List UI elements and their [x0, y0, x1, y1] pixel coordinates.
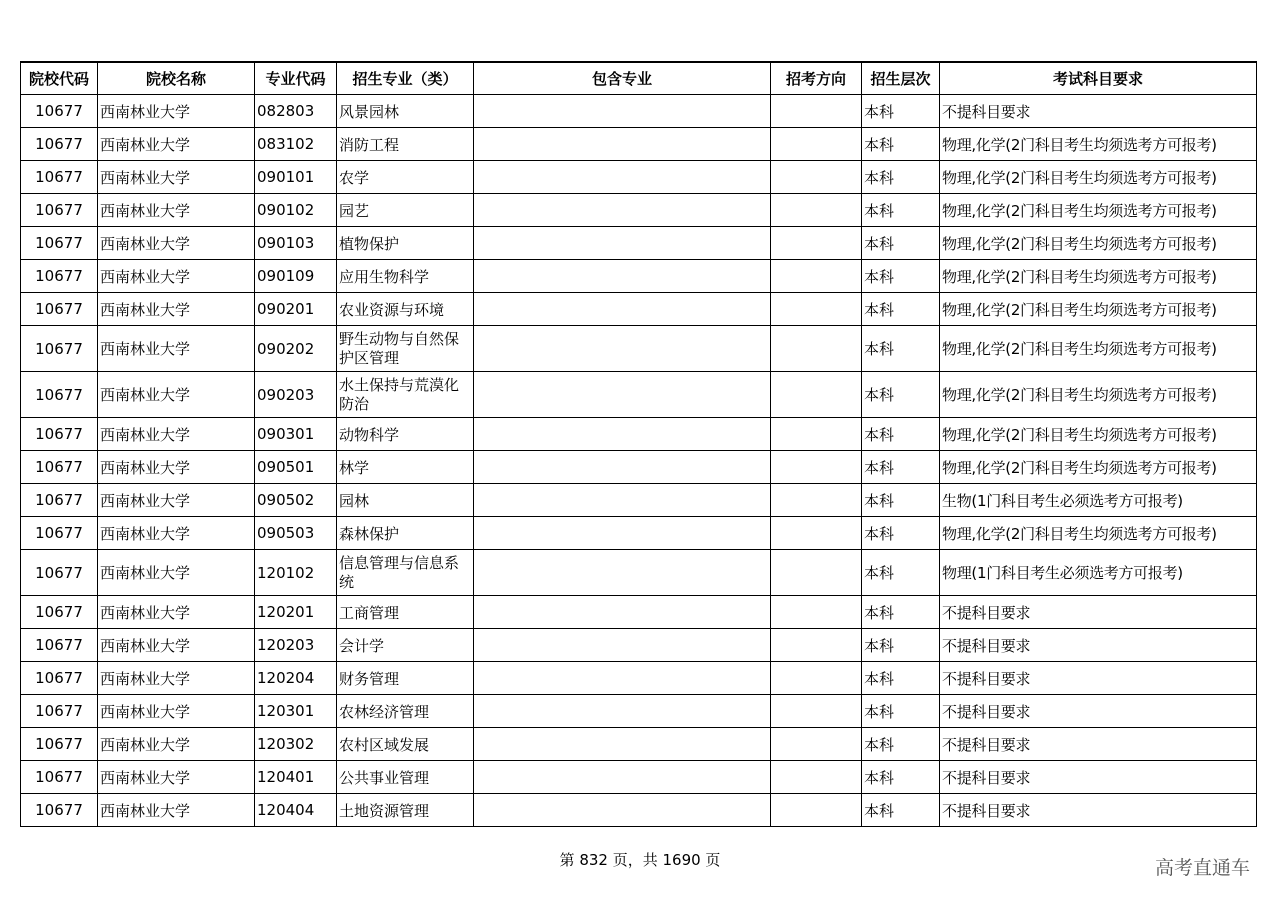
cell-level: 本科 [862, 662, 940, 695]
table-row [21, 260, 1257, 293]
table-row [21, 326, 1257, 372]
cell-major-code: 090109 [255, 260, 337, 293]
cell-direction [771, 293, 862, 326]
cell-school-name: 西南林业大学 [98, 517, 255, 550]
cell-school-code: 10677 [21, 484, 98, 517]
cell-included-majors [474, 517, 771, 550]
cell-school-name: 西南林业大学 [98, 695, 255, 728]
cell-level: 本科 [862, 95, 940, 128]
cell-direction [771, 260, 862, 293]
cell-included-majors [474, 227, 771, 260]
cell-level: 本科 [862, 484, 940, 517]
cell-included-majors [474, 451, 771, 484]
cell-major-code: 120401 [255, 761, 337, 794]
cell-school-code: 10677 [21, 161, 98, 194]
cell-included-majors [474, 550, 771, 596]
cell-subject-requirements: 不提科目要求 [940, 629, 1257, 662]
table-row [21, 293, 1257, 326]
cell-direction [771, 161, 862, 194]
cell-school-code: 10677 [21, 194, 98, 227]
cell-school-code: 10677 [21, 418, 98, 451]
header-major: 招生专业（类） [337, 62, 474, 95]
cell-included-majors [474, 662, 771, 695]
table-row [21, 596, 1257, 629]
cell-school-name: 西南林业大学 [98, 794, 255, 827]
table-row [21, 629, 1257, 662]
table-row [21, 194, 1257, 227]
cell-school-name: 西南林业大学 [98, 194, 255, 227]
cell-included-majors [474, 128, 771, 161]
header-direction: 招考方向 [771, 62, 862, 95]
cell-level: 本科 [862, 596, 940, 629]
watermark: 高考直通车 [1154, 857, 1250, 879]
cell-level: 本科 [862, 372, 940, 418]
cell-school-code: 10677 [21, 662, 98, 695]
cell-direction [771, 662, 862, 695]
cell-major-code: 090502 [255, 484, 337, 517]
cell-subject-requirements: 物理,化学(2门科目考生均须选考方可报考) [940, 372, 1257, 418]
table-row [21, 128, 1257, 161]
cell-level: 本科 [862, 695, 940, 728]
cell-school-name: 西南林业大学 [98, 372, 255, 418]
cell-included-majors [474, 596, 771, 629]
cell-school-code: 10677 [21, 517, 98, 550]
cell-major-code: 120301 [255, 695, 337, 728]
cell-major: 水土保持与荒漠化防治 [337, 372, 474, 418]
cell-school-code: 10677 [21, 794, 98, 827]
cell-direction [771, 596, 862, 629]
cell-subject-requirements: 物理,化学(2门科目考生均须选考方可报考) [940, 227, 1257, 260]
cell-school-name: 西南林业大学 [98, 293, 255, 326]
cell-major-code: 090101 [255, 161, 337, 194]
header-included-majors: 包含专业 [474, 62, 771, 95]
cell-level: 本科 [862, 761, 940, 794]
table-row [21, 418, 1257, 451]
cell-level: 本科 [862, 451, 940, 484]
cell-direction [771, 372, 862, 418]
cell-included-majors [474, 728, 771, 761]
cell-level: 本科 [862, 728, 940, 761]
table-row [21, 695, 1257, 728]
cell-school-name: 西南林业大学 [98, 128, 255, 161]
cell-major: 动物科学 [337, 418, 474, 451]
cell-major-code: 120302 [255, 728, 337, 761]
cell-included-majors [474, 794, 771, 827]
cell-major: 公共事业管理 [337, 761, 474, 794]
header-row [21, 62, 1257, 95]
table-row [21, 95, 1257, 128]
cell-included-majors [474, 95, 771, 128]
cell-subject-requirements: 不提科目要求 [940, 662, 1257, 695]
cell-school-name: 西南林业大学 [98, 161, 255, 194]
table-row [21, 227, 1257, 260]
cell-level: 本科 [862, 550, 940, 596]
cell-level: 本科 [862, 293, 940, 326]
cell-included-majors [474, 372, 771, 418]
cell-school-name: 西南林业大学 [98, 326, 255, 372]
header-level: 招生层次 [862, 62, 940, 95]
cell-major-code: 090503 [255, 517, 337, 550]
cell-level: 本科 [862, 418, 940, 451]
cell-major: 工商管理 [337, 596, 474, 629]
cell-school-name: 西南林业大学 [98, 550, 255, 596]
cell-direction [771, 517, 862, 550]
cell-school-code: 10677 [21, 128, 98, 161]
cell-major: 农村区域发展 [337, 728, 474, 761]
cell-level: 本科 [862, 227, 940, 260]
table-row [21, 517, 1257, 550]
cell-subject-requirements: 物理(1门科目考生必须选考方可报考) [940, 550, 1257, 596]
cell-school-code: 10677 [21, 728, 98, 761]
cell-direction [771, 418, 862, 451]
cell-included-majors [474, 194, 771, 227]
cell-school-code: 10677 [21, 550, 98, 596]
table-row [21, 662, 1257, 695]
cell-major: 野生动物与自然保护区管理 [337, 326, 474, 372]
cell-major-code: 090202 [255, 326, 337, 372]
cell-subject-requirements: 不提科目要求 [940, 695, 1257, 728]
cell-included-majors [474, 695, 771, 728]
cell-school-code: 10677 [21, 372, 98, 418]
cell-subject-requirements: 物理,化学(2门科目考生均须选考方可报考) [940, 194, 1257, 227]
cell-school-code: 10677 [21, 260, 98, 293]
cell-subject-requirements: 不提科目要求 [940, 596, 1257, 629]
cell-school-code: 10677 [21, 695, 98, 728]
cell-major: 财务管理 [337, 662, 474, 695]
cell-major: 园艺 [337, 194, 474, 227]
cell-major: 园林 [337, 484, 474, 517]
cell-school-code: 10677 [21, 451, 98, 484]
cell-school-name: 西南林业大学 [98, 761, 255, 794]
cell-subject-requirements: 物理,化学(2门科目考生均须选考方可报考) [940, 326, 1257, 372]
cell-subject-requirements: 物理,化学(2门科目考生均须选考方可报考) [940, 293, 1257, 326]
cell-direction [771, 484, 862, 517]
cell-direction [771, 95, 862, 128]
cell-major-code: 120203 [255, 629, 337, 662]
cell-major-code: 082803 [255, 95, 337, 128]
header-school-code: 院校代码 [21, 62, 98, 95]
cell-major-code: 090201 [255, 293, 337, 326]
cell-major: 信息管理与信息系统 [337, 550, 474, 596]
cell-school-code: 10677 [21, 596, 98, 629]
page-number: 第 832 页，共 1690 页 [559, 851, 721, 869]
cell-major-code: 083102 [255, 128, 337, 161]
cell-major: 农学 [337, 161, 474, 194]
cell-school-code: 10677 [21, 629, 98, 662]
table-row [21, 451, 1257, 484]
cell-major-code: 090501 [255, 451, 337, 484]
cell-major: 森林保护 [337, 517, 474, 550]
cell-major: 林学 [337, 451, 474, 484]
cell-direction [771, 451, 862, 484]
table-row [21, 794, 1257, 827]
cell-direction [771, 695, 862, 728]
cell-major-code: 120204 [255, 662, 337, 695]
cell-subject-requirements: 不提科目要求 [940, 761, 1257, 794]
cell-school-name: 西南林业大学 [98, 484, 255, 517]
table-row [21, 550, 1257, 596]
cell-included-majors [474, 761, 771, 794]
cell-subject-requirements: 不提科目要求 [940, 95, 1257, 128]
cell-subject-requirements: 物理,化学(2门科目考生均须选考方可报考) [940, 128, 1257, 161]
cell-level: 本科 [862, 161, 940, 194]
cell-level: 本科 [862, 517, 940, 550]
cell-major-code: 120102 [255, 550, 337, 596]
cell-major: 应用生物科学 [337, 260, 474, 293]
table-row [21, 372, 1257, 418]
cell-major-code: 090203 [255, 372, 337, 418]
cell-major: 风景园林 [337, 95, 474, 128]
cell-major-code: 120201 [255, 596, 337, 629]
cell-school-code: 10677 [21, 227, 98, 260]
admission-table [20, 61, 1257, 827]
cell-included-majors [474, 629, 771, 662]
cell-school-name: 西南林业大学 [98, 728, 255, 761]
cell-included-majors [474, 260, 771, 293]
cell-school-code: 10677 [21, 293, 98, 326]
cell-level: 本科 [862, 128, 940, 161]
cell-subject-requirements: 不提科目要求 [940, 728, 1257, 761]
cell-direction [771, 728, 862, 761]
header-school-name: 院校名称 [98, 62, 255, 95]
cell-school-name: 西南林业大学 [98, 418, 255, 451]
cell-major: 农林经济管理 [337, 695, 474, 728]
table-row [21, 728, 1257, 761]
cell-school-code: 10677 [21, 326, 98, 372]
cell-major: 农业资源与环境 [337, 293, 474, 326]
table-row [21, 161, 1257, 194]
cell-school-name: 西南林业大学 [98, 451, 255, 484]
cell-subject-requirements: 物理,化学(2门科目考生均须选考方可报考) [940, 517, 1257, 550]
cell-major-code: 090103 [255, 227, 337, 260]
cell-included-majors [474, 326, 771, 372]
cell-level: 本科 [862, 629, 940, 662]
cell-school-code: 10677 [21, 761, 98, 794]
cell-major: 会计学 [337, 629, 474, 662]
cell-school-name: 西南林业大学 [98, 662, 255, 695]
cell-direction [771, 227, 862, 260]
cell-school-name: 西南林业大学 [98, 260, 255, 293]
cell-direction [771, 794, 862, 827]
cell-school-name: 西南林业大学 [98, 629, 255, 662]
cell-included-majors [474, 418, 771, 451]
table-body [21, 95, 1257, 827]
cell-school-code: 10677 [21, 95, 98, 128]
cell-level: 本科 [862, 194, 940, 227]
cell-level: 本科 [862, 794, 940, 827]
cell-school-name: 西南林业大学 [98, 596, 255, 629]
cell-included-majors [474, 161, 771, 194]
cell-subject-requirements: 物理,化学(2门科目考生均须选考方可报考) [940, 418, 1257, 451]
table-row [21, 761, 1257, 794]
cell-major-code: 090301 [255, 418, 337, 451]
cell-major: 植物保护 [337, 227, 474, 260]
cell-direction [771, 761, 862, 794]
cell-included-majors [474, 484, 771, 517]
cell-direction [771, 194, 862, 227]
header-subject-requirements: 考试科目要求 [940, 62, 1257, 95]
cell-level: 本科 [862, 260, 940, 293]
cell-direction [771, 550, 862, 596]
cell-major: 土地资源管理 [337, 794, 474, 827]
cell-level: 本科 [862, 326, 940, 372]
cell-school-name: 西南林业大学 [98, 227, 255, 260]
cell-subject-requirements: 生物(1门科目考生必须选考方可报考) [940, 484, 1257, 517]
cell-direction [771, 128, 862, 161]
cell-included-majors [474, 293, 771, 326]
cell-subject-requirements: 不提科目要求 [940, 794, 1257, 827]
cell-subject-requirements: 物理,化学(2门科目考生均须选考方可报考) [940, 260, 1257, 293]
cell-major-code: 090102 [255, 194, 337, 227]
cell-subject-requirements: 物理,化学(2门科目考生均须选考方可报考) [940, 161, 1257, 194]
cell-major: 消防工程 [337, 128, 474, 161]
header-major-code: 专业代码 [255, 62, 337, 95]
cell-school-name: 西南林业大学 [98, 95, 255, 128]
table-row [21, 484, 1257, 517]
cell-direction [771, 629, 862, 662]
cell-direction [771, 326, 862, 372]
cell-major-code: 120404 [255, 794, 337, 827]
cell-subject-requirements: 物理,化学(2门科目考生均须选考方可报考) [940, 451, 1257, 484]
